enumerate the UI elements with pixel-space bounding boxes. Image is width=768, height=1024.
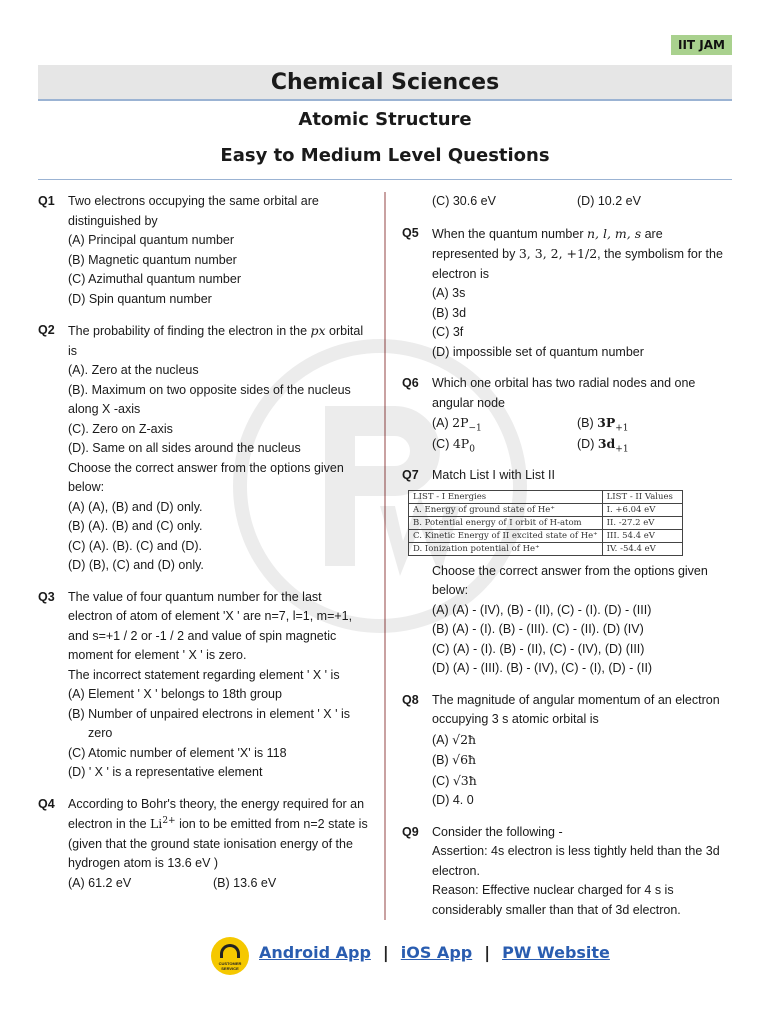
question-3 xyxy=(38,588,368,783)
option-c[interactable]: (C) 30.6 eV xyxy=(432,194,496,208)
option-b[interactable]: (B) Number of unpaired electrons in element ' X ' is zero xyxy=(68,706,350,740)
instruction: Choose the correct answer from the options given below: xyxy=(432,563,708,597)
question-subtext: The incorrect statement regarding element ' X ' is xyxy=(68,667,340,682)
statement-a: (A). Zero at the nucleus xyxy=(68,363,199,377)
option-c[interactable]: (C) √3ħ xyxy=(432,772,477,788)
statement-d: (D). Same on all sides around the nucleus xyxy=(68,441,301,455)
option-b[interactable]: (B) 3d xyxy=(432,305,467,320)
option-b[interactable]: (B) 13.6 eV xyxy=(213,875,277,890)
option-a[interactable]: (A) $2P_{-1}$ xyxy=(432,415,482,434)
option-a[interactable]: (A) Element ' X ' belongs to 18th group xyxy=(68,687,282,701)
question-5 xyxy=(402,224,732,363)
question-text: According to Bohr's theory, the energy required for an electron in the $Li^{2+}$ ion to be emitted from n=2 state is (given that the ground state ionisation energy of the hydrogen atom is 13.6 eV ) xyxy=(68,796,368,870)
option-b[interactable]: (B) √6ħ xyxy=(432,752,477,767)
option-c[interactable]: (C) (A) - (I). (B) - (II), (C) - (IV), (D) (III) xyxy=(432,641,645,656)
question-number: Q5 xyxy=(402,225,419,240)
table-cell: B. Potential energy of I orbit of H-atom xyxy=(409,516,603,529)
table-row xyxy=(409,529,683,542)
header-divider xyxy=(38,179,732,180)
exam-badge: IIT JAM xyxy=(671,35,732,55)
table-cell: I. +6.04 eV xyxy=(602,503,682,516)
option-d[interactable]: (D) 10.2 eV xyxy=(577,194,641,208)
option-c[interactable]: (C) Azimuthal quantum number xyxy=(68,272,241,286)
question-text: Consider the following - xyxy=(432,824,563,839)
option-b[interactable]: (B) $3P_{+1}$ xyxy=(577,415,629,434)
topic-title: Atomic Structure xyxy=(298,109,472,130)
option-c[interactable]: (C) (A). (B). (C) and (D). xyxy=(68,538,203,553)
statement-b: (B). Maximum on two opposite sides of the nucleus along X -axis xyxy=(68,382,351,416)
statement-c: (C). Zero on Z-axis xyxy=(68,421,173,436)
option-d[interactable]: (D) $3d_{+1}$ xyxy=(577,435,629,454)
option-d[interactable]: (D) ' X ' is a representative element xyxy=(68,765,263,779)
question-9 xyxy=(402,823,732,921)
reason-text: Reason: Effective nuclear charged for 4 s is considerably smaller than that of 3d electron. xyxy=(432,883,681,917)
question-7 xyxy=(402,466,732,679)
question-number: Q4 xyxy=(38,796,55,811)
option-c[interactable]: (C) $4P_0$ xyxy=(432,435,475,454)
option-a[interactable]: (A) 61.2 eV xyxy=(68,875,132,890)
question-text: The value of four quantum number for the last electron of atom of element 'X ' are n=7, l=1, m=+1, and s=+1 / 2 or -1 / 2 and value of spin magnetic moment for element ' X ' is zero. xyxy=(68,589,353,662)
question-8 xyxy=(402,691,732,811)
question-1 xyxy=(38,192,368,309)
question-text: When the quantum number n, l, m, s are represented by 3, 3, 2, +1/2, the symbolism for the electron is xyxy=(432,225,723,281)
option-a[interactable]: (A) Principal quantum number xyxy=(68,233,235,247)
question-text: Two electrons occupying the same orbital are distinguished by xyxy=(68,194,319,228)
subject-title: Chemical Sciences xyxy=(38,65,732,101)
assertion-text: Assertion: 4s electron is less tightly held than the 3d electron. xyxy=(432,844,720,878)
android-app-link[interactable]: Android App xyxy=(259,943,371,962)
footer-links xyxy=(259,943,610,962)
table-row xyxy=(409,542,683,555)
option-d[interactable]: (D) Spin quantum number xyxy=(68,291,212,306)
table-cell: D. Ionization potential of He⁺ xyxy=(409,542,603,555)
option-c[interactable]: (C) 3f xyxy=(432,325,464,339)
option-b[interactable]: (B) (A). (B) and (C) only. xyxy=(68,519,203,533)
separator: | xyxy=(382,943,389,962)
table-cell: A. Energy of ground state of He⁺ xyxy=(409,503,603,516)
question-number: Q1 xyxy=(38,194,55,208)
instruction: Choose the correct answer from the options given below: xyxy=(68,460,344,494)
level-title: Easy to Medium Level Questions xyxy=(220,145,550,166)
question-text: The probability of finding the electron in the px orbital is xyxy=(68,323,364,358)
question-number: Q8 xyxy=(402,692,419,707)
table-cell: IV. -54.4 eV xyxy=(602,542,682,555)
question-4-continued xyxy=(402,192,732,212)
option-d[interactable]: (D) (B), (C) and (D) only. xyxy=(68,558,204,572)
option-a[interactable]: (A) (A) - (IV), (B) - (II), (C) - (I). (D) - (III) xyxy=(432,602,652,617)
option-d[interactable]: (D) 4. 0 xyxy=(432,793,474,807)
option-d[interactable]: (D) (A) - (III). (B) - (IV), (C) - (I), (D) - (II) xyxy=(432,661,653,675)
option-b[interactable]: (B) (A) - (I). (B) - (III). (C) - (II). (D) (IV) xyxy=(432,622,644,636)
table-header-list-2: LIST - II Values xyxy=(602,490,682,503)
table-cell: C. Kinetic Energy of II excited state of He⁺ xyxy=(409,529,603,542)
table-cell: II. -27.2 eV xyxy=(602,516,682,529)
table-row xyxy=(409,516,683,529)
question-4 xyxy=(38,795,368,894)
match-table xyxy=(408,490,683,556)
question-number: Q9 xyxy=(402,824,419,839)
question-number: Q7 xyxy=(402,468,419,482)
customer-service-logo-icon[interactable]: CUSTOMER SERVICE xyxy=(211,937,249,975)
option-c[interactable]: (C) Atomic number of element 'X' is 118 xyxy=(68,745,287,760)
option-d[interactable]: (D) impossible set of quantum number xyxy=(432,344,644,359)
pw-website-link[interactable]: PW Website xyxy=(502,943,610,962)
table-header-row xyxy=(409,490,683,503)
table-header-list-1: LIST - I Energies xyxy=(409,490,603,503)
question-text: Match List I with List II xyxy=(432,468,555,482)
footer xyxy=(0,935,768,975)
table-cell: III. 54.4 eV xyxy=(602,529,682,542)
separator: | xyxy=(484,943,491,962)
question-6 xyxy=(402,374,732,454)
ios-app-link[interactable]: iOS App xyxy=(400,943,473,962)
question-number: Q2 xyxy=(38,323,55,337)
option-a[interactable]: (A) (A), (B) and (D) only. xyxy=(68,499,203,514)
question-2 xyxy=(38,321,368,576)
question-number: Q3 xyxy=(38,589,55,604)
question-number: Q6 xyxy=(402,376,419,390)
table-row xyxy=(409,503,683,516)
left-column xyxy=(38,192,368,905)
right-column xyxy=(402,192,732,932)
option-b[interactable]: (B) Magnetic quantum number xyxy=(68,252,237,267)
question-text: The magnitude of angular momentum of an electron occupying 3 s atomic orbital is xyxy=(432,692,720,726)
option-a[interactable]: (A) √2ħ xyxy=(432,731,477,747)
option-a[interactable]: (A) 3s xyxy=(432,286,466,300)
question-text: Which one orbital has two radial nodes and one angular node xyxy=(432,376,696,410)
